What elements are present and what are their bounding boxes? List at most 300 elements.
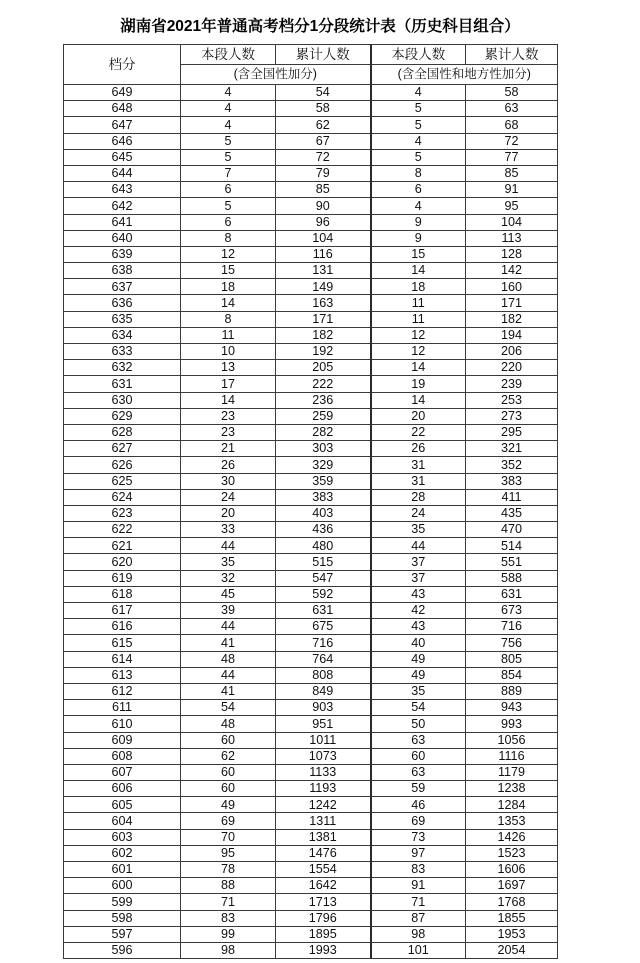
group-a-segment-count: 98: [181, 942, 276, 958]
table-row: [64, 392, 558, 408]
group-b-segment-count: 24: [371, 505, 466, 521]
group-b-segment-count: 22: [371, 424, 466, 440]
score-value: 616: [64, 619, 181, 635]
group-a-segment-count: 14: [181, 295, 276, 311]
group-a-segment-count: 44: [181, 667, 276, 683]
group-b-segment-count: 42: [371, 603, 466, 619]
group-b-cumulative-count: 91: [466, 182, 558, 198]
table-row: [64, 570, 558, 586]
group-a-segment-count: 60: [181, 781, 276, 797]
group-a-segment-count: 20: [181, 505, 276, 521]
group-a-cumulative-count: 675: [276, 619, 371, 635]
group-b-cumulative-count: 206: [466, 344, 558, 360]
table-row: [64, 797, 558, 813]
group-a-segment-count: 48: [181, 651, 276, 667]
group-a-segment-count: 69: [181, 813, 276, 829]
group-b-segment-count: 14: [371, 360, 466, 376]
group-b-cumulative-count: 142: [466, 263, 558, 279]
group-b-segment-count: 91: [371, 878, 466, 894]
score-value: 623: [64, 505, 181, 521]
score-value: 598: [64, 910, 181, 926]
group-b-segment-count: 87: [371, 910, 466, 926]
group-b-segment-count: 14: [371, 263, 466, 279]
group-a-cumulative-count: 79: [276, 165, 371, 181]
table-row: [64, 149, 558, 165]
group-a-segment-count: 23: [181, 424, 276, 440]
group-b-cumulative-count: 58: [466, 85, 558, 101]
group-a-segment-count: 32: [181, 570, 276, 586]
score-value: 628: [64, 424, 181, 440]
score-value: 645: [64, 149, 181, 165]
group-a-segment-count: 5: [181, 133, 276, 149]
score-value: 604: [64, 813, 181, 829]
group-b-cumulative-count: 889: [466, 683, 558, 699]
score-value: 631: [64, 376, 181, 392]
group-a-cumulative-count: 764: [276, 651, 371, 667]
group-b-cumulative-count: 1697: [466, 878, 558, 894]
group-a-cumulative-count: 1554: [276, 862, 371, 878]
group-b-cumulative-count: 993: [466, 716, 558, 732]
score-value: 638: [64, 263, 181, 279]
table-row: [64, 586, 558, 602]
header-group-b-segment: 本段人数: [371, 45, 466, 65]
group-a-segment-count: 99: [181, 926, 276, 942]
group-a-cumulative-count: 171: [276, 311, 371, 327]
score-value: 613: [64, 667, 181, 683]
table-row: [64, 619, 558, 635]
score-value: 615: [64, 635, 181, 651]
score-value: 601: [64, 862, 181, 878]
group-b-segment-count: 6: [371, 182, 466, 198]
group-b-segment-count: 5: [371, 117, 466, 133]
group-b-cumulative-count: 631: [466, 586, 558, 602]
group-b-segment-count: 46: [371, 797, 466, 813]
group-b-cumulative-count: 1116: [466, 748, 558, 764]
group-b-segment-count: 8: [371, 165, 466, 181]
group-b-segment-count: 9: [371, 230, 466, 246]
score-value: 624: [64, 489, 181, 505]
table-row: [64, 942, 558, 958]
group-b-cumulative-count: 470: [466, 522, 558, 538]
group-b-cumulative-count: 171: [466, 295, 558, 311]
group-a-cumulative-count: 383: [276, 489, 371, 505]
score-value: 600: [64, 878, 181, 894]
table-row: [64, 635, 558, 651]
table-row: [64, 667, 558, 683]
score-value: 640: [64, 230, 181, 246]
group-a-cumulative-count: 54: [276, 85, 371, 101]
group-b-segment-count: 12: [371, 344, 466, 360]
group-a-segment-count: 71: [181, 894, 276, 910]
group-b-segment-count: 20: [371, 408, 466, 424]
group-a-cumulative-count: 72: [276, 149, 371, 165]
table-row: [64, 700, 558, 716]
table-row: [64, 489, 558, 505]
group-a-segment-count: 4: [181, 85, 276, 101]
group-b-cumulative-count: 673: [466, 603, 558, 619]
group-a-cumulative-count: 85: [276, 182, 371, 198]
group-b-cumulative-count: 63: [466, 101, 558, 117]
group-a-cumulative-count: 131: [276, 263, 371, 279]
group-b-cumulative-count: 943: [466, 700, 558, 716]
score-value: 619: [64, 570, 181, 586]
table-row: [64, 165, 558, 181]
group-a-cumulative-count: 90: [276, 198, 371, 214]
score-value: 633: [64, 344, 181, 360]
group-a-cumulative-count: 1381: [276, 829, 371, 845]
group-b-segment-count: 101: [371, 942, 466, 958]
group-b-cumulative-count: 1284: [466, 797, 558, 813]
group-a-cumulative-count: 849: [276, 683, 371, 699]
score-value: 644: [64, 165, 181, 181]
score-value: 618: [64, 586, 181, 602]
group-a-segment-count: 88: [181, 878, 276, 894]
group-b-cumulative-count: 72: [466, 133, 558, 149]
group-b-cumulative-count: 160: [466, 279, 558, 295]
group-a-cumulative-count: 1073: [276, 748, 371, 764]
table-row: [64, 554, 558, 570]
group-a-cumulative-count: 1476: [276, 845, 371, 861]
group-b-cumulative-count: 805: [466, 651, 558, 667]
group-a-segment-count: 41: [181, 635, 276, 651]
table-row: [64, 829, 558, 845]
table-row: [64, 360, 558, 376]
table-row: [64, 230, 558, 246]
group-b-segment-count: 9: [371, 214, 466, 230]
group-a-cumulative-count: 1193: [276, 781, 371, 797]
group-b-segment-count: 14: [371, 392, 466, 408]
group-a-segment-count: 8: [181, 311, 276, 327]
group-b-cumulative-count: 756: [466, 635, 558, 651]
group-a-segment-count: 62: [181, 748, 276, 764]
table-row: [64, 311, 558, 327]
group-a-segment-count: 33: [181, 522, 276, 538]
score-value: 620: [64, 554, 181, 570]
group-b-segment-count: 43: [371, 586, 466, 602]
group-a-segment-count: 21: [181, 441, 276, 457]
group-b-cumulative-count: 194: [466, 327, 558, 343]
group-a-segment-count: 26: [181, 457, 276, 473]
score-value: 609: [64, 732, 181, 748]
group-b-segment-count: 73: [371, 829, 466, 845]
group-b-cumulative-count: 383: [466, 473, 558, 489]
group-b-cumulative-count: 716: [466, 619, 558, 635]
group-b-cumulative-count: 253: [466, 392, 558, 408]
group-a-segment-count: 44: [181, 538, 276, 554]
score-value: 612: [64, 683, 181, 699]
table-row: [64, 845, 558, 861]
group-a-cumulative-count: 104: [276, 230, 371, 246]
header-group-a-cumulative: 累计人数: [276, 45, 371, 65]
group-b-cumulative-count: 220: [466, 360, 558, 376]
group-a-cumulative-count: 149: [276, 279, 371, 295]
table-row: [64, 878, 558, 894]
group-b-segment-count: 12: [371, 327, 466, 343]
table-row: [64, 117, 558, 133]
score-value: 596: [64, 942, 181, 958]
score-value: 649: [64, 85, 181, 101]
score-value: 602: [64, 845, 181, 861]
group-a-segment-count: 10: [181, 344, 276, 360]
group-a-cumulative-count: 163: [276, 295, 371, 311]
score-value: 625: [64, 473, 181, 489]
table-row: [64, 441, 558, 457]
group-a-segment-count: 15: [181, 263, 276, 279]
score-value: 632: [64, 360, 181, 376]
group-b-cumulative-count: 77: [466, 149, 558, 165]
group-a-cumulative-count: 808: [276, 667, 371, 683]
group-a-cumulative-count: 480: [276, 538, 371, 554]
group-a-segment-count: 12: [181, 246, 276, 262]
group-a-cumulative-count: 903: [276, 700, 371, 716]
table-row: [64, 133, 558, 149]
score-value: 637: [64, 279, 181, 295]
group-b-cumulative-count: 273: [466, 408, 558, 424]
group-b-segment-count: 63: [371, 732, 466, 748]
group-a-cumulative-count: 303: [276, 441, 371, 457]
group-b-segment-count: 11: [371, 295, 466, 311]
group-a-segment-count: 23: [181, 408, 276, 424]
group-b-segment-count: 19: [371, 376, 466, 392]
group-b-cumulative-count: 1768: [466, 894, 558, 910]
score-value: 647: [64, 117, 181, 133]
group-a-segment-count: 4: [181, 101, 276, 117]
table-row: [64, 748, 558, 764]
score-distribution-table: [63, 44, 558, 959]
table-row: [64, 408, 558, 424]
group-b-segment-count: 97: [371, 845, 466, 861]
group-b-segment-count: 63: [371, 764, 466, 780]
group-b-segment-count: 69: [371, 813, 466, 829]
group-b-cumulative-count: 85: [466, 165, 558, 181]
score-value: 599: [64, 894, 181, 910]
group-a-cumulative-count: 282: [276, 424, 371, 440]
group-a-segment-count: 70: [181, 829, 276, 845]
group-b-cumulative-count: 1855: [466, 910, 558, 926]
table-row: [64, 344, 558, 360]
group-a-cumulative-count: 192: [276, 344, 371, 360]
group-a-cumulative-count: 1242: [276, 797, 371, 813]
group-b-segment-count: 11: [371, 311, 466, 327]
group-b-segment-count: 26: [371, 441, 466, 457]
score-value: 630: [64, 392, 181, 408]
score-value: 608: [64, 748, 181, 764]
group-b-cumulative-count: 1353: [466, 813, 558, 829]
group-b-cumulative-count: 68: [466, 117, 558, 133]
header-group-b-cumulative: 累计人数: [466, 45, 558, 65]
group-b-segment-count: 43: [371, 619, 466, 635]
group-a-cumulative-count: 951: [276, 716, 371, 732]
group-a-cumulative-count: 222: [276, 376, 371, 392]
group-a-segment-count: 8: [181, 230, 276, 246]
group-b-segment-count: 31: [371, 473, 466, 489]
group-b-cumulative-count: 352: [466, 457, 558, 473]
group-a-cumulative-count: 116: [276, 246, 371, 262]
group-b-segment-count: 4: [371, 133, 466, 149]
header-group-a-segment: 本段人数: [181, 45, 276, 65]
table-row: [64, 732, 558, 748]
header-group-b-note: (含全国性和地方性加分): [371, 65, 558, 85]
score-value: 597: [64, 926, 181, 942]
table-head: [64, 45, 558, 85]
group-a-segment-count: 17: [181, 376, 276, 392]
table-row: [64, 246, 558, 262]
group-b-segment-count: 37: [371, 570, 466, 586]
group-a-cumulative-count: 1011: [276, 732, 371, 748]
group-b-segment-count: 83: [371, 862, 466, 878]
score-value: 611: [64, 700, 181, 716]
group-b-cumulative-count: 551: [466, 554, 558, 570]
table-row: [64, 473, 558, 489]
score-value: 634: [64, 327, 181, 343]
table-row: [64, 85, 558, 101]
group-b-cumulative-count: 1426: [466, 829, 558, 845]
group-a-cumulative-count: 96: [276, 214, 371, 230]
group-a-segment-count: 83: [181, 910, 276, 926]
group-a-segment-count: 44: [181, 619, 276, 635]
group-b-segment-count: 71: [371, 894, 466, 910]
group-b-cumulative-count: 2054: [466, 942, 558, 958]
group-a-cumulative-count: 631: [276, 603, 371, 619]
group-a-segment-count: 60: [181, 764, 276, 780]
score-value: 617: [64, 603, 181, 619]
group-b-segment-count: 60: [371, 748, 466, 764]
group-b-segment-count: 49: [371, 651, 466, 667]
table-row: [64, 295, 558, 311]
group-b-segment-count: 31: [371, 457, 466, 473]
group-a-segment-count: 35: [181, 554, 276, 570]
score-value: 639: [64, 246, 181, 262]
group-b-segment-count: 5: [371, 149, 466, 165]
group-a-cumulative-count: 259: [276, 408, 371, 424]
group-b-cumulative-count: 1056: [466, 732, 558, 748]
group-a-cumulative-count: 436: [276, 522, 371, 538]
group-b-segment-count: 50: [371, 716, 466, 732]
table-row: [64, 683, 558, 699]
header-group-a-note: (含全国性加分): [181, 65, 371, 85]
group-b-cumulative-count: 435: [466, 505, 558, 521]
group-a-cumulative-count: 205: [276, 360, 371, 376]
table-row: [64, 651, 558, 667]
group-b-segment-count: 35: [371, 522, 466, 538]
group-b-cumulative-count: 95: [466, 198, 558, 214]
group-a-cumulative-count: 67: [276, 133, 371, 149]
table-row: [64, 457, 558, 473]
table-row: [64, 716, 558, 732]
group-b-segment-count: 35: [371, 683, 466, 699]
score-value: 605: [64, 797, 181, 813]
table-row: [64, 862, 558, 878]
group-a-segment-count: 39: [181, 603, 276, 619]
group-b-segment-count: 59: [371, 781, 466, 797]
group-a-cumulative-count: 62: [276, 117, 371, 133]
score-value: 642: [64, 198, 181, 214]
group-a-segment-count: 78: [181, 862, 276, 878]
group-b-segment-count: 18: [371, 279, 466, 295]
group-a-cumulative-count: 592: [276, 586, 371, 602]
score-value: 629: [64, 408, 181, 424]
group-a-cumulative-count: 329: [276, 457, 371, 473]
score-value: 622: [64, 522, 181, 538]
header-score: 档分: [64, 45, 181, 85]
group-a-segment-count: 30: [181, 473, 276, 489]
table-row: [64, 522, 558, 538]
group-a-segment-count: 7: [181, 165, 276, 181]
group-b-cumulative-count: 321: [466, 441, 558, 457]
header-row-primary: [64, 45, 558, 65]
group-a-cumulative-count: 547: [276, 570, 371, 586]
group-a-cumulative-count: 1311: [276, 813, 371, 829]
table-row: [64, 424, 558, 440]
group-b-cumulative-count: 104: [466, 214, 558, 230]
table-row: [64, 214, 558, 230]
group-a-segment-count: 60: [181, 732, 276, 748]
table-row: [64, 603, 558, 619]
score-value: 610: [64, 716, 181, 732]
group-b-cumulative-count: 113: [466, 230, 558, 246]
group-a-cumulative-count: 182: [276, 327, 371, 343]
group-b-cumulative-count: 588: [466, 570, 558, 586]
table-row: [64, 198, 558, 214]
score-value: 606: [64, 781, 181, 797]
group-b-cumulative-count: 1238: [466, 781, 558, 797]
table-row: [64, 327, 558, 343]
score-value: 614: [64, 651, 181, 667]
group-b-segment-count: 15: [371, 246, 466, 262]
group-a-cumulative-count: 1713: [276, 894, 371, 910]
table-row: [64, 101, 558, 117]
table-row: [64, 263, 558, 279]
table-row: [64, 182, 558, 198]
group-a-cumulative-count: 359: [276, 473, 371, 489]
score-value: 621: [64, 538, 181, 554]
group-a-cumulative-count: 1895: [276, 926, 371, 942]
group-a-segment-count: 13: [181, 360, 276, 376]
score-value: 646: [64, 133, 181, 149]
group-a-segment-count: 41: [181, 683, 276, 699]
group-a-segment-count: 14: [181, 392, 276, 408]
group-a-cumulative-count: 716: [276, 635, 371, 651]
group-b-segment-count: 37: [371, 554, 466, 570]
group-b-cumulative-count: 182: [466, 311, 558, 327]
score-value: 648: [64, 101, 181, 117]
group-a-segment-count: 18: [181, 279, 276, 295]
group-a-cumulative-count: 1796: [276, 910, 371, 926]
group-b-segment-count: 54: [371, 700, 466, 716]
group-b-cumulative-count: 1523: [466, 845, 558, 861]
score-table-container: [63, 44, 557, 959]
group-b-cumulative-count: 239: [466, 376, 558, 392]
table-row: [64, 926, 558, 942]
group-b-segment-count: 44: [371, 538, 466, 554]
score-value: 636: [64, 295, 181, 311]
group-b-cumulative-count: 1179: [466, 764, 558, 780]
group-a-cumulative-count: 1133: [276, 764, 371, 780]
group-a-segment-count: 95: [181, 845, 276, 861]
score-value: 643: [64, 182, 181, 198]
group-a-cumulative-count: 58: [276, 101, 371, 117]
group-a-segment-count: 11: [181, 327, 276, 343]
group-a-cumulative-count: 1993: [276, 942, 371, 958]
table-row: [64, 764, 558, 780]
group-a-segment-count: 6: [181, 214, 276, 230]
group-b-segment-count: 98: [371, 926, 466, 942]
group-b-segment-count: 49: [371, 667, 466, 683]
group-b-segment-count: 28: [371, 489, 466, 505]
score-value: 603: [64, 829, 181, 845]
group-a-segment-count: 49: [181, 797, 276, 813]
group-a-cumulative-count: 236: [276, 392, 371, 408]
